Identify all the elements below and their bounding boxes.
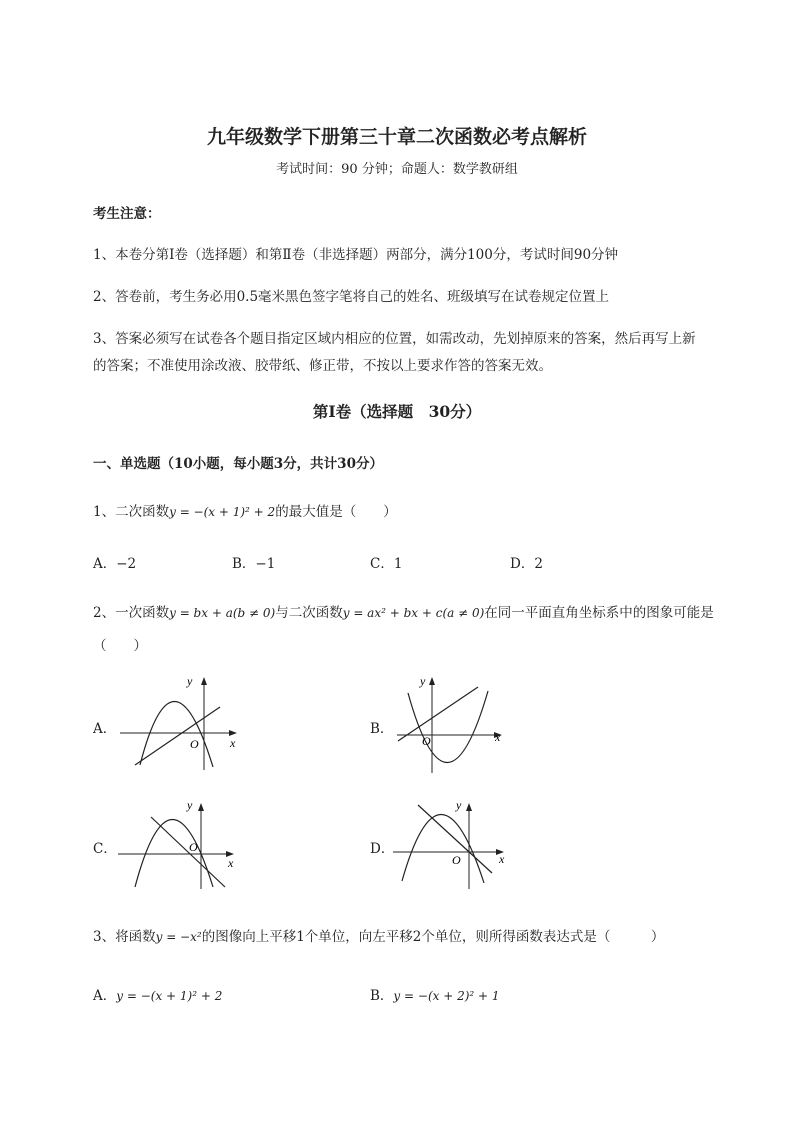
q1-option-d[interactable]: D．2 <box>510 556 543 572</box>
parabola <box>402 814 484 883</box>
q2-middle: 与二次函数 <box>275 605 343 621</box>
q1-option-b[interactable]: B．−1 <box>232 556 276 572</box>
y-axis-arrow <box>198 803 204 811</box>
graph-c[interactable] <box>113 797 243 892</box>
q2-suffix: 在同一平面直角坐标系中的图象可能是 <box>484 605 714 621</box>
x-label: x <box>499 852 505 866</box>
part-heading: 一、单选题（10小题，每小题3分，共计30分） <box>93 456 383 472</box>
origin-label: O <box>422 734 431 748</box>
x-label: x <box>230 736 236 750</box>
y-label: y <box>187 798 193 812</box>
q3-option-b[interactable] <box>370 984 500 1004</box>
exam-info: 考试时间：90 分钟；命题人：数学教研组 <box>276 162 518 177</box>
origin-label: O <box>452 853 461 867</box>
q1-option-a[interactable]: A．−2 <box>93 556 137 572</box>
q3-prefix: 3、将函数 <box>93 929 156 945</box>
y-axis-arrow <box>201 677 207 685</box>
y-label: y <box>420 674 426 688</box>
y-axis-arrow <box>466 803 472 811</box>
q3-option-a[interactable] <box>93 984 222 1004</box>
x-label: x <box>495 730 501 744</box>
q3-option-b-label: B． <box>370 988 394 1004</box>
q2-formula-2: y = ax² + bx + c(a ≠ 0) <box>342 606 485 620</box>
parabola <box>140 701 213 767</box>
origin-label: O <box>189 840 198 854</box>
q3-option-a-formula: y = −(x + 1)² + 2 <box>116 989 223 1003</box>
q2-option-b-label[interactable]: B． <box>370 721 394 737</box>
q2-option-c-label[interactable]: C． <box>93 841 117 857</box>
q2-formula-1: y = bx + a(b ≠ 0) <box>169 606 276 620</box>
q1-formula: y = −(x + 1)² + 2 <box>169 505 276 519</box>
question-1 <box>93 500 397 520</box>
graph-d[interactable] <box>388 797 513 892</box>
y-axis-arrow <box>429 677 435 685</box>
q2-option-a-label[interactable]: A． <box>93 721 117 737</box>
x-label: x <box>228 856 234 870</box>
question-2 <box>93 601 714 621</box>
graph-a[interactable] <box>115 675 245 775</box>
q3-formula: y = −x² <box>155 930 202 944</box>
q3-suffix: 的图像向上平移1个单位，向左平移2个单位，则所得函数表达式是（ ） <box>201 929 665 945</box>
question-3 <box>93 925 664 945</box>
q1-option-c[interactable]: C．1 <box>370 556 403 572</box>
y-label: y <box>456 798 462 812</box>
graph-b[interactable] <box>392 673 512 778</box>
notice-item-2: 2、答卷前，考生务必用0.5毫米黑色签字笔将自己的姓名、班级填写在试卷规定位置上 <box>93 289 610 305</box>
q3-option-a-label: A． <box>93 988 117 1004</box>
q1-suffix: 的最大值是（ ） <box>275 504 397 520</box>
q1-prefix: 1、二次函数 <box>93 504 170 520</box>
page-title: 九年级数学下册第三十章二次函数必考点解析 <box>206 126 587 148</box>
notice-item-3: 3、答案必须写在试卷各个题目指定区域内相应的位置，如需改动，先划掉原来的答案，然后再写上新 <box>93 331 696 347</box>
q2-prefix: 2、一次函数 <box>93 605 170 621</box>
section-title: 第Ⅰ卷（选择题 30分） <box>312 402 482 421</box>
origin-label: O <box>190 737 199 751</box>
notice-heading: 考生注意： <box>93 206 161 222</box>
y-label: y <box>187 675 193 688</box>
q2-paren: （ ） <box>93 638 147 654</box>
line <box>135 707 220 765</box>
notice-item-1: 1、本卷分第Ⅰ卷（选择题）和第Ⅱ卷（非选择题）两部分，满分100分，考试时间90分钟 <box>93 247 619 263</box>
notice-item-3-cont: 的答案；不准使用涂改液、胶带纸、修正带，不按以上要求作答的答案无效。 <box>93 358 552 374</box>
line <box>398 687 478 741</box>
q3-option-b-formula: y = −(x + 2)² + 1 <box>393 989 500 1003</box>
line <box>151 817 225 887</box>
q2-option-d-label[interactable]: D． <box>370 841 395 857</box>
